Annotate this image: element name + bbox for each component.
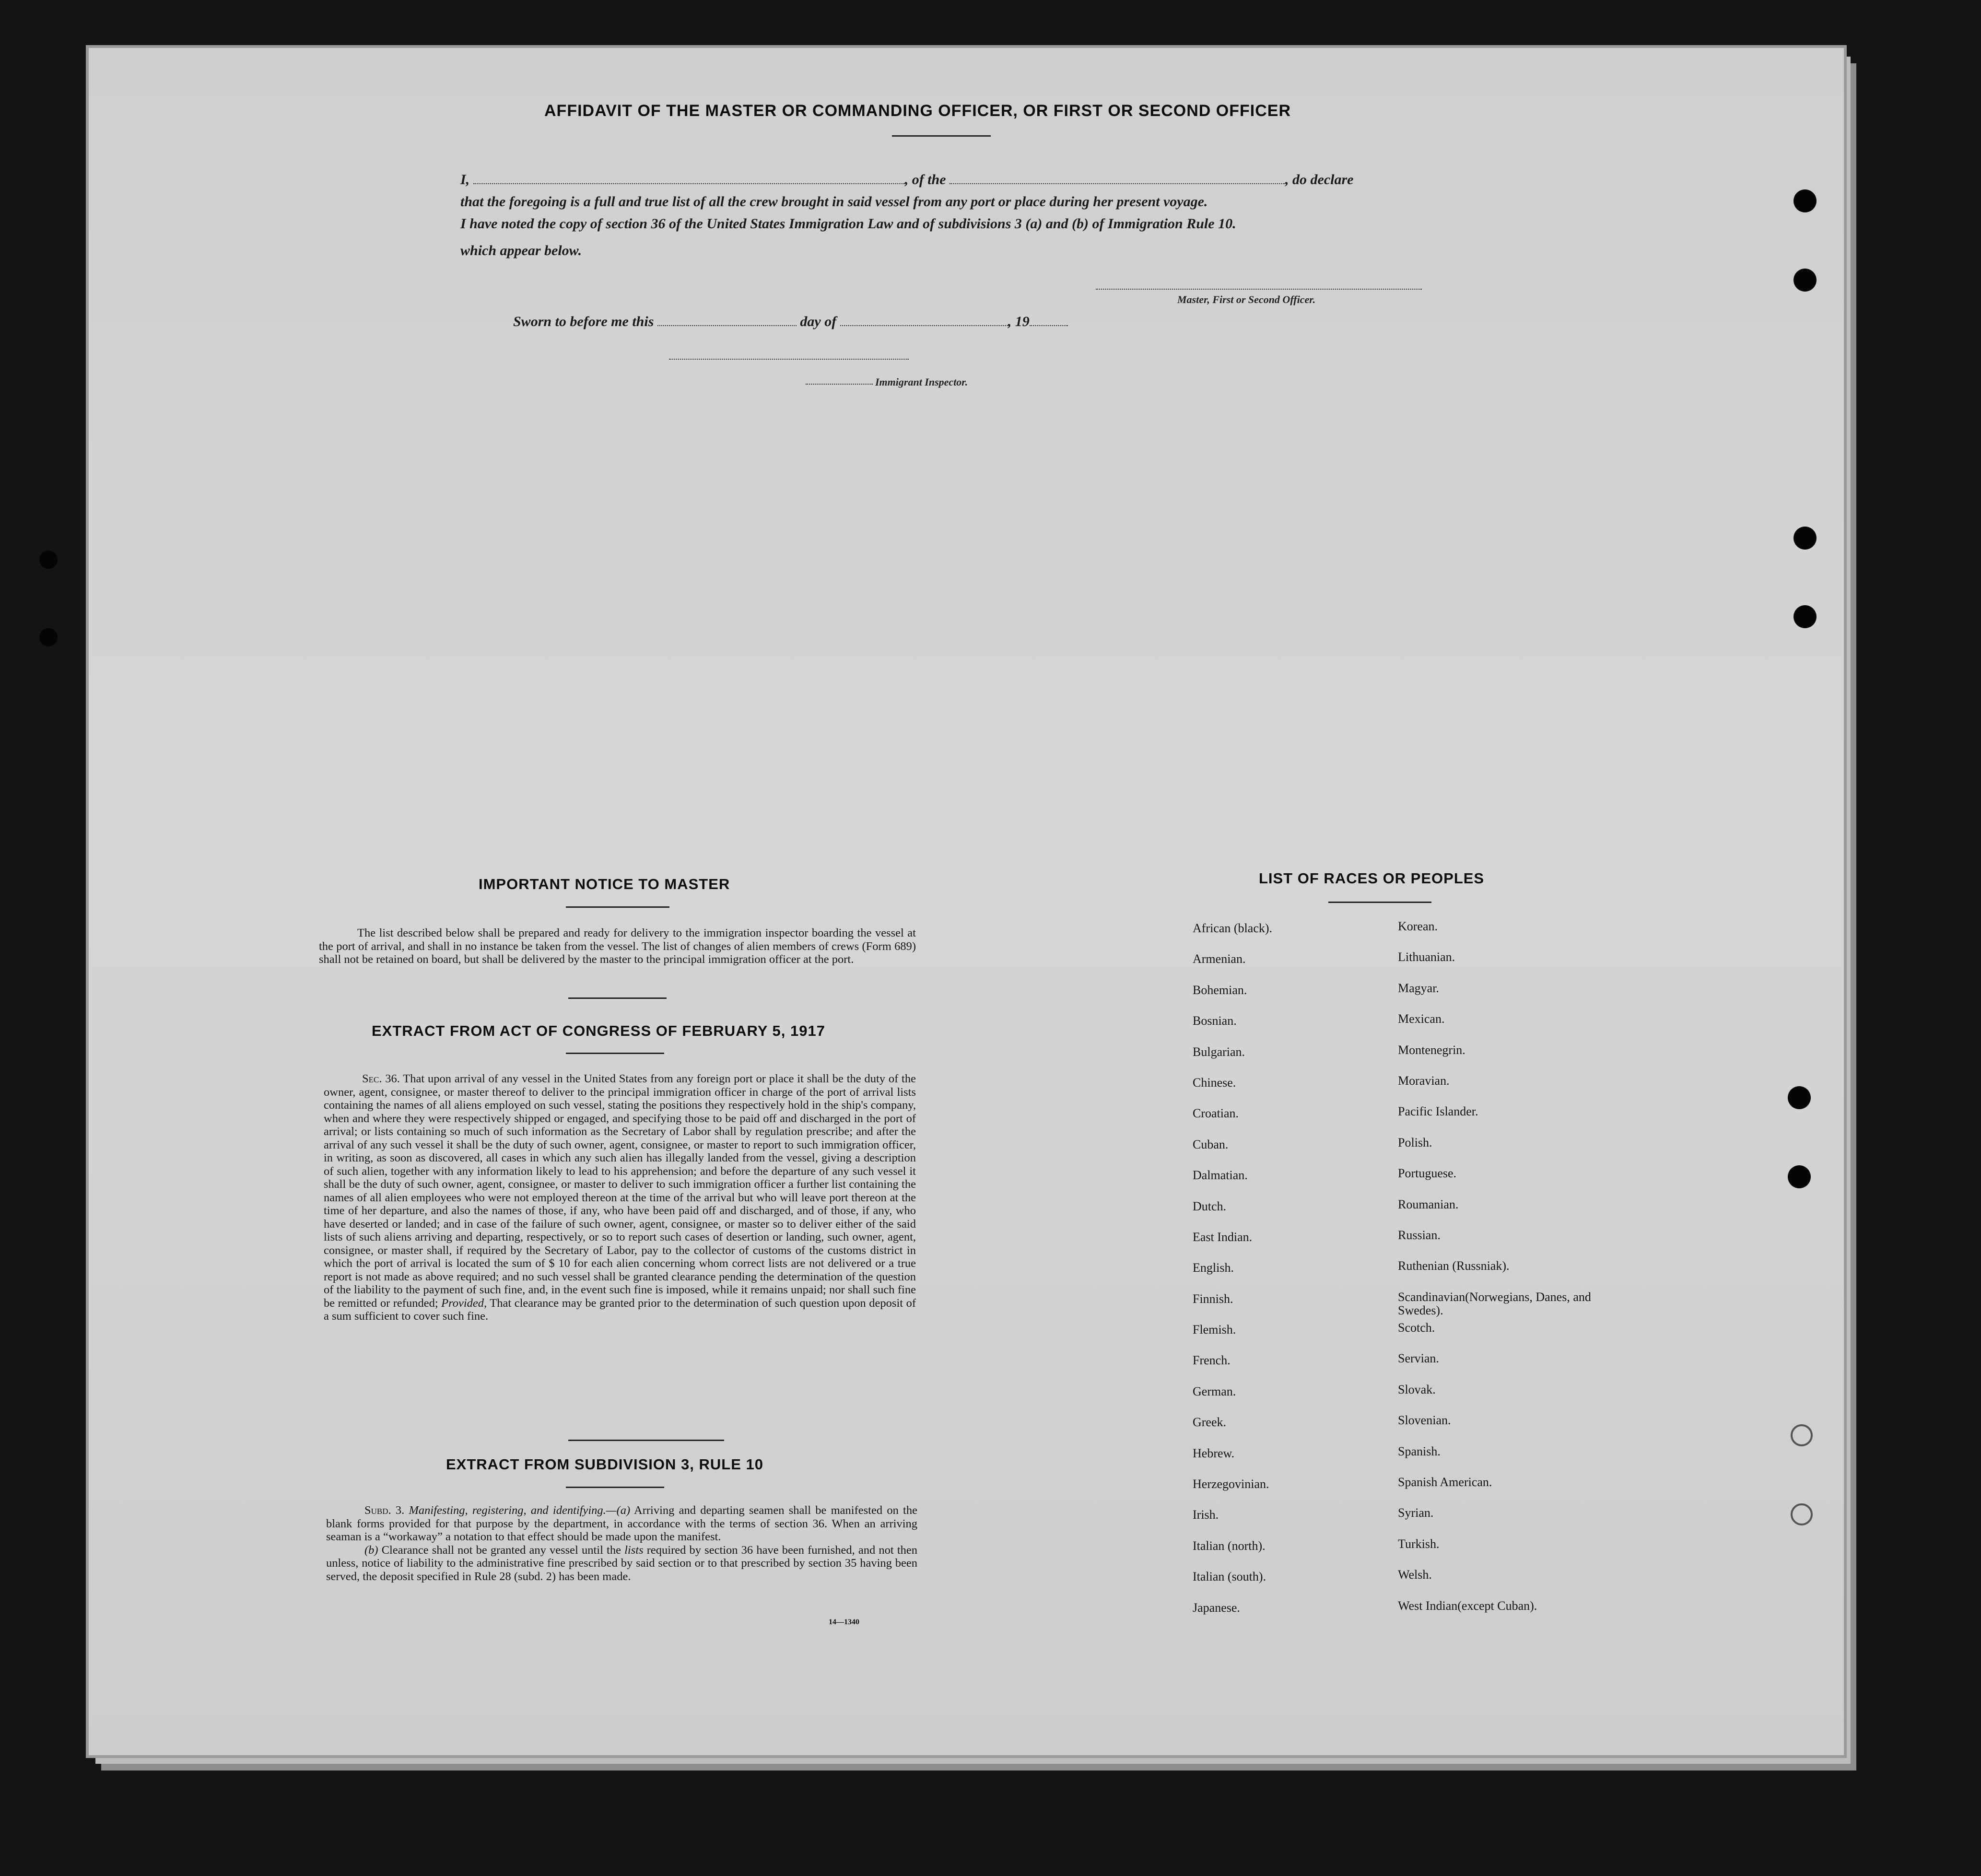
notice-title: IMPORTANT NOTICE TO MASTER xyxy=(479,876,730,892)
act-paragraph xyxy=(324,1072,916,1323)
race-list-item: Portuguese. xyxy=(1398,1166,1457,1181)
act-provided: Provided, xyxy=(441,1296,487,1310)
race-list-item: Russian. xyxy=(1398,1228,1441,1242)
race-list-item: Slovenian. xyxy=(1398,1413,1451,1428)
rule-b-marker: (b) xyxy=(364,1543,378,1557)
punch-hole xyxy=(1793,269,1817,292)
declaration-text-2: that the foregoing is a full and true list of all the crew brought in said vessel from any port or place during her present voyage. xyxy=(460,194,1208,210)
race-list-item: Bulgarian. xyxy=(1193,1044,1245,1059)
rule-a-heading: Manifesting, registering, and identifying. xyxy=(409,1504,606,1517)
race-list-item: English. xyxy=(1193,1261,1234,1275)
sworn-year-field[interactable] xyxy=(1030,325,1068,326)
sworn-line xyxy=(513,314,1068,330)
race-list-item: Italian (south). xyxy=(1193,1570,1266,1584)
race-list-item: Irish. xyxy=(1193,1508,1219,1522)
declaration-line xyxy=(460,172,1353,188)
sworn-text: Sworn to before me this xyxy=(513,314,654,329)
punch-hole xyxy=(1791,1503,1813,1525)
inspector-caption: Immigrant Inspector. xyxy=(875,376,968,388)
race-list-item: Roumanian. xyxy=(1398,1197,1459,1211)
divider xyxy=(566,1487,664,1488)
race-list-item: Korean. xyxy=(1398,919,1438,933)
race-list-item: Servian. xyxy=(1398,1351,1439,1366)
race-list-item: East Indian. xyxy=(1193,1230,1253,1244)
race-list-item: Syrian. xyxy=(1398,1506,1434,1520)
punch-hole xyxy=(1788,1165,1811,1188)
race-list-item: Spanish. xyxy=(1398,1444,1441,1458)
race-list-item: Chinese. xyxy=(1193,1075,1236,1090)
races-column-2 xyxy=(1398,920,1599,1630)
race-list-item: Greek. xyxy=(1193,1415,1227,1430)
punch-hole xyxy=(39,628,58,646)
race-list-item: Moravian. xyxy=(1398,1073,1450,1088)
declaration-text-4: which appear below. xyxy=(460,243,582,258)
declaration-i: I, xyxy=(460,172,470,188)
race-list-item: Welsh. xyxy=(1398,1568,1432,1582)
act-section-label: Sec. 36. xyxy=(362,1072,400,1085)
master-signature-field[interactable] xyxy=(1096,289,1422,290)
race-list-item: Flemish. xyxy=(1193,1323,1236,1337)
race-list-item: West Indian(except Cuban). xyxy=(1398,1598,1537,1613)
race-list-item: French. xyxy=(1193,1353,1231,1368)
divider xyxy=(568,997,667,999)
race-list-item: Mexican. xyxy=(1398,1012,1445,1026)
sworn-day-field[interactable] xyxy=(657,325,797,326)
declaration-text-3: I have noted the copy of section 36 of the United States Immigration Law and of subdivisions 3 (a) and (b) of Immigration Rule 10. xyxy=(460,216,1236,232)
race-list-item: African (black). xyxy=(1193,921,1273,935)
race-list-item: Lithuanian. xyxy=(1398,950,1455,964)
race-list-item: Polish. xyxy=(1398,1135,1432,1149)
rule-subdivision-b xyxy=(326,1544,917,1583)
race-list-item: Japanese. xyxy=(1193,1600,1240,1615)
vessel-field[interactable] xyxy=(949,183,1285,184)
inspector-signature-field[interactable] xyxy=(669,359,909,360)
rule-title: EXTRACT FROM SUBDIVISION 3, RULE 10 xyxy=(446,1456,763,1473)
act-text-end: That clearance may be granted prior to the determination of such question upon deposit of a sum sufficient to cover such fine. xyxy=(324,1296,916,1323)
race-list-item: Bosnian. xyxy=(1193,1014,1237,1028)
inspector-dotted-line xyxy=(806,384,873,385)
race-list-item: Herzegovinian. xyxy=(1193,1477,1269,1491)
race-list-item: Armenian. xyxy=(1193,952,1246,966)
race-list-item: Pacific Islander. xyxy=(1398,1104,1478,1119)
rule-b-text-1: Clearance shall not be granted any vessel until the xyxy=(381,1543,621,1557)
notice-text: The list described below shall be prepared and ready for delivery to the immigration inspector boarding the vessel at the port of arrival, and shall in no instance be taken from the vessel. The list of changes of alien members of crews (Form 689) shall not be retained on board, but shall be delivered by the master to the principal immigration officer at the port. xyxy=(319,926,916,966)
act-text xyxy=(324,1072,916,1323)
declaration-of-the: , of the xyxy=(904,172,946,188)
race-list-item: Dalmatian. xyxy=(1193,1168,1248,1183)
races-title: LIST OF RACES OR PEOPLES xyxy=(1259,870,1485,887)
rule-a-text: Arriving and departing seamen shall be manifested on the blank forms provided for that purpose by the department, in accordance with the terms of section 36. When an arriving seaman is a “workaway” a notation to that effect should be made upon the manifest. xyxy=(326,1504,917,1543)
sworn-day-of: day of xyxy=(800,314,837,329)
race-list-item: Turkish. xyxy=(1398,1536,1440,1551)
race-list-item: Scotch. xyxy=(1398,1321,1435,1335)
punch-hole xyxy=(1793,605,1817,628)
punch-hole xyxy=(1791,1424,1813,1446)
rule-paragraph xyxy=(326,1504,917,1583)
master-caption: Master, First or Second Officer. xyxy=(1177,293,1316,305)
race-list-item: Finnish. xyxy=(1193,1291,1233,1306)
race-list-item: Italian (north). xyxy=(1193,1538,1266,1553)
declaration-do-declare: , do declare xyxy=(1285,172,1354,188)
rule-b-lists: lists xyxy=(624,1543,644,1557)
race-list-item: Spanish American. xyxy=(1398,1475,1492,1489)
race-list-item: Scandinavian(Norwegians, Danes, and Swedes). xyxy=(1398,1290,1591,1317)
punch-hole xyxy=(39,551,58,569)
race-list-item: Bohemian. xyxy=(1193,983,1247,997)
rule-a-marker: —(a) xyxy=(606,1504,631,1517)
sworn-year-prefix: , 19 xyxy=(1008,314,1030,329)
rule-subdivision-a xyxy=(326,1504,917,1544)
affidavit-title: AFFIDAVIT OF THE MASTER OR COMMANDING OFFICER, OR FIRST OR SECOND OFFICER xyxy=(544,102,1291,120)
race-list-item: Cuban. xyxy=(1193,1137,1229,1151)
divider xyxy=(1328,902,1431,903)
race-list-item: Slovak. xyxy=(1398,1382,1436,1396)
form-number: 14—1340 xyxy=(829,1618,859,1626)
punch-hole xyxy=(1788,1086,1811,1109)
rule-a-label: Subd. 3. xyxy=(364,1504,405,1517)
race-list-item: Dutch. xyxy=(1193,1199,1227,1213)
race-list-item: Ruthenian (Russniak). xyxy=(1398,1259,1510,1273)
rule-b-text-2: required by section 36 have been furnished, and not then unless, notice of liability to the administrative fine prescribed by said section or to that prescribed by section 35 having been served, the deposit specified in Rule 28 (subd. 2) has been made. xyxy=(326,1543,918,1583)
divider xyxy=(892,135,991,137)
race-list-item: German. xyxy=(1193,1384,1236,1398)
race-list-item: Montenegrin. xyxy=(1398,1043,1465,1057)
race-list-item: Croatian. xyxy=(1193,1106,1239,1121)
race-list-item: Magyar. xyxy=(1398,981,1439,995)
punch-hole xyxy=(1793,527,1817,550)
name-field[interactable] xyxy=(473,183,905,184)
act-text-main: That upon arrival of any vessel in the United States from any foreign port or place it shall be the duty of the owner, agent, consignee, or master thereof to deliver to the principal immigration officer in charge of the port of arrival lists containing the names of all aliens employed on such vessel, stating the positions they respectively hold in the ship's company, when and where they were respectively shipped or engaged, and specifying those to be paid off and discharged in the port of arrival; or lists containing so much of such information as the Secretary of Labor shall by regulation prescribe; and after the arrival of any such vessel it shall be the duty of such owner, agent, consignee, or master to report to such immigration officer, in writing, as soon as discovered, all cases in which any such alien has illegally landed from the vessel, giving a description of such alien, together with any information likely to lead to his apprehension; and before the departure of any such vessel it shall be the duty of such owner, agent, consignee, or master to deliver to such immigration officer a further list containing the names of all alien employees who were not employed thereon at the time of the arrival but who will leave port thereon at the time of her departure, and also the names of those, if any, who have been paid off and discharged, and of those, if any, who have deserted or landed; and in case of the failure of such owner, agent, consignee, or master so to deliver either of the said lists of such aliens arriving and departing, respectively, or so to report such cases of desertion or landing, such owner, agent, consignee, or master shall, if required by the Secretary of Labor, pay to the collector of customs of the customs district in which the port of arrival is located the sum of $ 10 for each alien concerning whom correct lists are not delivered or a true report is not made as above required; and no such vessel shall be granted clearance pending the determination of the question of the liability to the payment of such fine, and, in the event such fine is imposed, while it remains unpaid; nor shall such fine be remitted or refunded; xyxy=(324,1072,916,1310)
notice-paragraph xyxy=(319,926,916,966)
sworn-month-field[interactable] xyxy=(840,325,1008,326)
punch-hole xyxy=(1793,189,1817,212)
divider xyxy=(568,1440,724,1441)
race-list-item: Hebrew. xyxy=(1193,1446,1235,1460)
divider xyxy=(566,906,669,908)
act-title: EXTRACT FROM ACT OF CONGRESS OF FEBRUARY 5, 1917 xyxy=(372,1022,825,1039)
divider xyxy=(566,1053,664,1054)
races-column-1 xyxy=(1193,922,1384,1632)
